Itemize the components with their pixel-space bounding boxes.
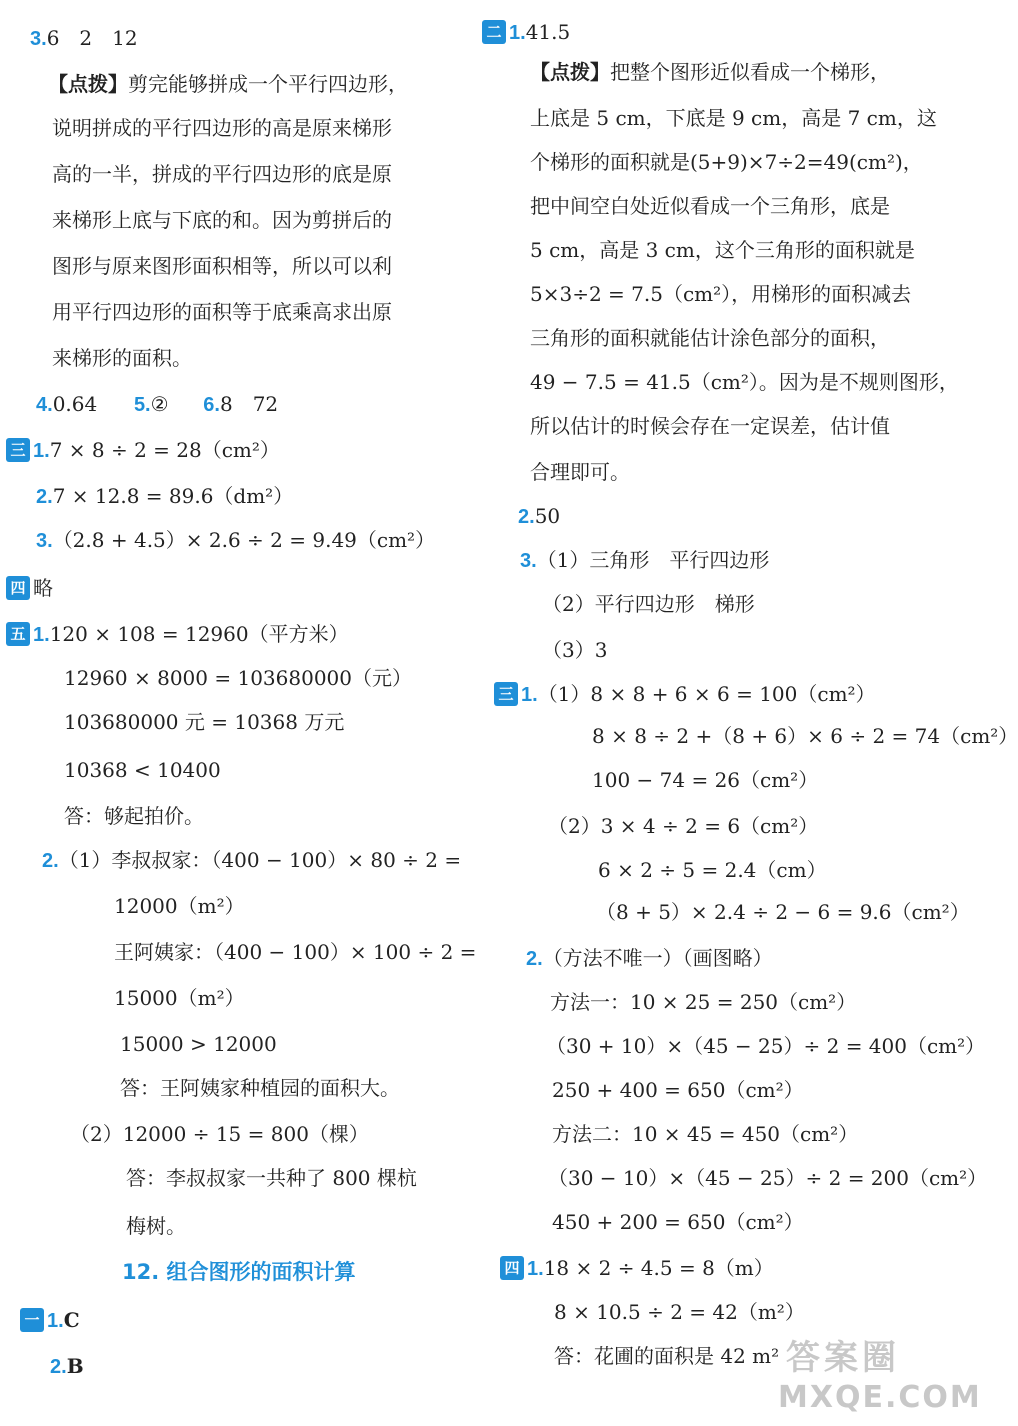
answer-l4-l6 [36, 390, 278, 419]
answer-line: 6 × 2 ÷ 5 = 2.4（cm） [598, 858, 827, 882]
answer-line: 12960 × 8000 = 103680000（元） [64, 666, 412, 690]
answer-line: 8 × 10.5 ÷ 2 = 42（m²） [554, 1300, 805, 1324]
section-marker: 二 [482, 20, 506, 44]
answer-text: 18 × 2 ÷ 4.5 = 8（m） [543, 1256, 774, 1280]
tip-line: 来梯形的面积。 [52, 346, 192, 370]
section-1-q2 [50, 1352, 84, 1381]
answer-line: （30 − 10）×（45 − 25）÷ 2 = 200（cm²） [548, 1166, 988, 1190]
answer-text: ② [150, 392, 169, 416]
tip-line [530, 58, 890, 86]
answer-line: 答：够起拍价。 [64, 804, 204, 828]
item-number: 2. [36, 486, 53, 508]
item-number: 2. [526, 948, 543, 970]
answer-line: （2）12000 ÷ 15 = 800（棵） [70, 1122, 369, 1146]
section-marker: 一 [20, 1308, 44, 1332]
tip-line: 个梯形的面积就是(5+9)×7÷2=49(cm²)， [530, 150, 923, 174]
section-3-q2 [36, 482, 293, 511]
tip-text: 把整个图形近似看成一个梯形， [610, 60, 890, 84]
answer-text: （2.8 + 4.5）× 2.6 ÷ 2 = 9.49（cm²） [52, 528, 436, 552]
answer-text: 41.5 [525, 20, 571, 44]
answer-text: （方法不唯一）（画图略） [542, 946, 773, 970]
answer-text: C [63, 1308, 80, 1332]
tip-line: 所以估计的时候会存在一定误差，估计值 [530, 414, 890, 438]
section-1-q1 [20, 1306, 80, 1335]
answer-text: （1）李叔叔家：（400 − 100）× 80 ÷ 2 = [58, 848, 462, 872]
answer-line: 梅树。 [126, 1214, 186, 1238]
answer-line: （2）3 × 4 ÷ 2 = 6（cm²） [548, 814, 819, 838]
tip-line: 说明拼成的平行四边形的高是原来梯形 [52, 116, 392, 140]
answer-text: 7 × 12.8 = 89.6（dm²） [52, 484, 294, 508]
answer-line: 100 − 74 = 26（cm²） [592, 768, 819, 792]
tip-line: 49 − 7.5 = 41.5（cm²）。因为是不规则图形， [530, 370, 959, 394]
answer-line: 方法二：10 × 45 = 450（cm²） [552, 1122, 859, 1146]
tip-line [48, 70, 408, 98]
tip-label: 【点拨】 [530, 60, 610, 84]
item-number: 3. [520, 550, 537, 572]
section-marker: 五 [6, 622, 30, 646]
section-4-r-q1 [500, 1254, 774, 1283]
watermark-logo: 答案圈 [786, 1338, 900, 1378]
section-3-q3 [36, 526, 435, 555]
tip-line: 来梯形上底与下底的和。因为剪拼后的 [52, 208, 392, 232]
tip-line: 上底是 5 cm，下底是 9 cm，高是 7 cm，这 [530, 106, 937, 130]
section-marker: 四 [6, 576, 30, 600]
answer-line: 王阿姨家：（400 − 100）× 100 ÷ 2 = [114, 940, 477, 964]
watermark-url: MXQE.COM [778, 1380, 982, 1415]
answer-text: （1）三角形 平行四边形 [536, 548, 770, 572]
section-marker: 三 [6, 438, 30, 462]
item-number: 1. [527, 1258, 544, 1280]
tip-label: 【点拨】 [48, 72, 128, 96]
answer-text: 50 [534, 504, 561, 528]
answer-text: 6 2 12 [46, 26, 138, 50]
item-number: 2. [518, 506, 535, 528]
answer-line: 答：王阿姨家种植园的面积大。 [120, 1076, 400, 1100]
section-3-r-q1 [494, 680, 876, 709]
section-4 [6, 574, 53, 602]
tip-line: 图形与原来图形面积相等，所以可以利 [52, 254, 392, 278]
answer-line: 250 + 400 = 650（cm²） [552, 1078, 804, 1102]
answer-text: （1）8 × 8 + 6 × 6 = 100（cm²） [537, 682, 876, 706]
tip-line: 用平行四边形的面积等于底乘高求出原 [52, 300, 392, 324]
item-number: 6. [203, 394, 220, 416]
answer-line: 103680000 元 = 10368 万元 [64, 710, 345, 734]
answer-line: 12000（m²） [114, 894, 245, 918]
answer-r2 [518, 502, 560, 531]
answer-line: （8 + 5）× 2.4 ÷ 2 − 6 = 9.6（cm²） [596, 900, 970, 924]
section-5-q2 [42, 846, 461, 875]
answer-line: 15000（m²） [114, 986, 245, 1010]
section-3-r-q2 [526, 944, 773, 973]
answer-line: 15000 > 12000 [120, 1032, 277, 1056]
answer-l3 [30, 24, 138, 53]
section-3-q1 [6, 436, 280, 465]
tip-line: 高的一半，拼成的平行四边形的底是原 [52, 162, 392, 186]
item-number: 5. [133, 394, 151, 416]
answer-r3 [520, 546, 769, 575]
item-number: 3. [36, 530, 53, 552]
section-marker: 四 [500, 1256, 524, 1280]
answer-line: 答：花圃的面积是 42 m² [554, 1344, 780, 1368]
answer-line: 方法一：10 × 25 = 250（cm²） [550, 990, 857, 1014]
answer-line: 10368 < 10400 [64, 758, 221, 782]
tip-line: 合理即可。 [530, 460, 630, 484]
answer-line: （3）3 [542, 638, 608, 662]
section-title: 12. 组合图形的面积计算 [122, 1260, 356, 1284]
answer-text: B [66, 1354, 84, 1378]
answer-line: 450 + 200 = 650（cm²） [552, 1210, 804, 1234]
answer-text: 0.64 [52, 392, 98, 416]
item-number: 1. [33, 624, 50, 646]
item-number: 1. [521, 684, 538, 706]
tip-line: 三角形的面积就能估计涂色部分的面积， [530, 326, 890, 350]
answer-text: 7 × 8 ÷ 2 = 28（cm²） [49, 438, 280, 462]
tip-line: 5×3÷2 = 7.5（cm²），用梯形的面积减去 [530, 282, 912, 306]
answer-text: 略 [33, 576, 53, 600]
item-number: 1. [33, 440, 50, 462]
item-number: 3. [30, 28, 47, 50]
answer-line: （30 + 10）×（45 − 25）÷ 2 = 400（cm²） [546, 1034, 986, 1058]
answer-line: 答：李叔叔家一共种了 800 棵杭 [126, 1166, 417, 1190]
item-number: 2. [42, 850, 59, 872]
section-marker: 三 [494, 682, 518, 706]
item-number: 4. [36, 394, 53, 416]
tip-line: 5 cm，高是 3 cm，这个三角形的面积就是 [530, 238, 915, 262]
answer-line: （2）平行四边形 梯形 [542, 592, 755, 616]
tip-text: 剪完能够拼成一个平行四边形， [128, 72, 408, 96]
section-2-q1 [482, 18, 570, 47]
section-5-q1 [6, 620, 349, 649]
item-number: 2. [50, 1356, 67, 1378]
item-number: 1. [509, 22, 526, 44]
answer-text: 120 × 108 = 12960（平方米） [49, 622, 349, 646]
item-number: 1. [47, 1310, 64, 1332]
answer-text: 8 72 [219, 392, 279, 416]
answer-line: 8 × 8 ÷ 2 +（8 + 6）× 6 ÷ 2 = 74（cm²） [592, 724, 1018, 748]
tip-line: 把中间空白处近似看成一个三角形，底是 [530, 194, 890, 218]
